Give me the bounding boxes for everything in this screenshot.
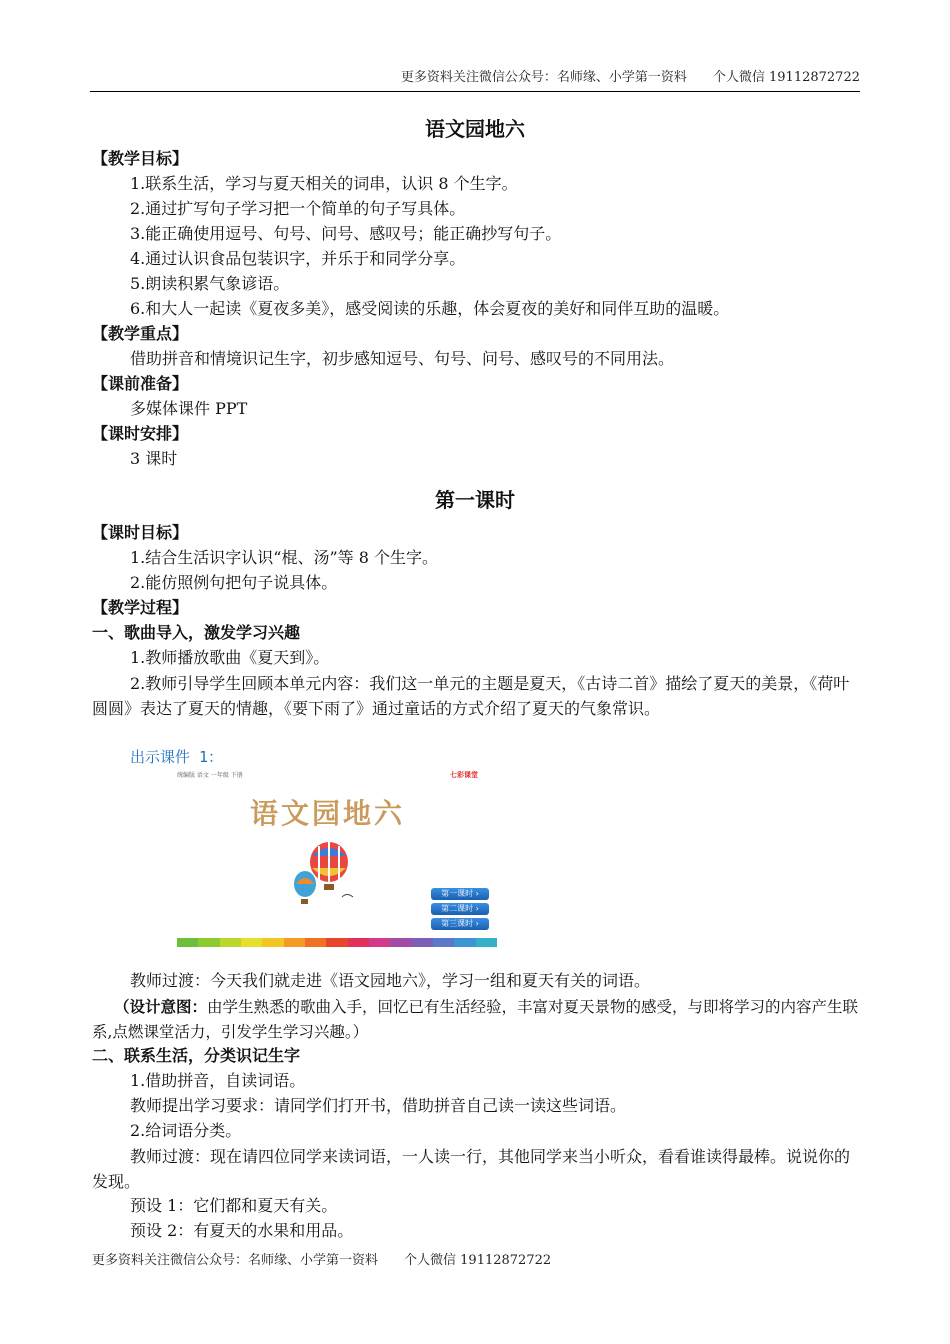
courseware-slide-image (175, 770, 500, 950)
prep-heading: 【课前准备】 (92, 374, 189, 393)
design-label: （设计意图： (114, 997, 208, 1016)
lesson-goal-heading: 【课时目标】 (92, 523, 189, 542)
goal-item: 4.通过认识食品包装识字，并乐于和同学分享。 (130, 249, 466, 268)
color-bar-segment (262, 938, 283, 947)
color-bar-segment (326, 938, 347, 947)
process-heading: 【教学过程】 (92, 598, 189, 617)
lesson-goal-item: 1.结合生活识字认识“棍、汤”等 8 个生字。 (130, 548, 438, 567)
slide-lesson3-button: 第三课时 › (431, 918, 489, 930)
lesson-goal-item: 2.能仿照例句把句子说具体。 (130, 573, 338, 592)
color-bar-segment (476, 938, 497, 947)
goal-item: 2.通过扩写句子学习把一个简单的句子写具体。 (130, 199, 466, 218)
slide-logo: 七彩课堂 (450, 771, 478, 779)
color-bar-segment (369, 938, 390, 947)
part1-heading: 一、歌曲导入，激发学习兴趣 (92, 623, 301, 642)
part2-s1: 1.借助拼音，自读词语。 (130, 1071, 306, 1090)
goal-item: 3.能正确使用逗号、句号、问号、感叹号；能正确抄写句子。 (130, 224, 562, 243)
slide-lesson1-button: 第一课时 › (431, 888, 489, 900)
goal-item: 5.朗读积累气象谚语。 (130, 274, 290, 293)
part2-heading: 二、联系生活，分类识记生字 (92, 1046, 301, 1065)
color-bar-segment (241, 938, 262, 947)
slide-edition-text: 统编版 语文 一年级 下册 (177, 772, 243, 779)
slide-color-bar (177, 938, 497, 947)
slide-title: 语文园地六 (250, 797, 406, 830)
color-bar-segment (454, 938, 475, 947)
color-bar-segment (412, 938, 433, 947)
show-slide-label: 出示课件 1： (130, 748, 224, 766)
design-intent (92, 994, 860, 1045)
part2-s6: 预设 2：有夏天的水果和用品。 (130, 1221, 354, 1240)
part2-s3: 2.给词语分类。 (130, 1121, 242, 1140)
header-wechat: 个人微信 19112872722 (712, 70, 860, 85)
page-title: 语文园地六 (425, 117, 525, 141)
header-promo: 更多资料关注微信公众号：名师缘、小学第一资料 (400, 70, 687, 85)
page-header (90, 66, 860, 92)
goal-item: 1.联系生活，学习与夏天相关的词串，认识 8 个生字。 (130, 174, 518, 193)
color-bar-segment (198, 938, 219, 947)
focus-heading: 【教学重点】 (92, 324, 189, 343)
focus-text: 借助拼音和情境识记生字，初步感知逗号、句号、问号、感叹号的不同用法。 (130, 349, 675, 368)
part1-step2: 2.教师引导学生回顾本单元内容：我们这一单元的主题是夏天，《古诗二首》描绘了夏天的美景，《荷叶圆圆》表达了夏天的情趣，《要下雨了》通过童话的方式介绍了夏天的气象常识。 (92, 674, 850, 718)
part1-transition: 教师过渡：今天我们就走进《语文园地六》，学习一组和夏天有关的词语。 (130, 971, 651, 990)
hot-air-balloon-icon (287, 842, 357, 917)
lesson1-title: 第一课时 (435, 488, 515, 512)
color-bar-segment (220, 938, 241, 947)
slide-lesson2-button: 第二课时 › (431, 903, 489, 915)
goal-item: 6.和大人一起读《夏夜多美》，感受阅读的乐趣，体会夏夜的美好和同伴互助的温暖。 (130, 299, 730, 318)
part2-s2: 教师提出学习要求：请同学们打开书，借助拼音自己读一读这些词语。 (130, 1096, 627, 1115)
schedule-heading: 【课时安排】 (92, 424, 189, 443)
color-bar-segment (433, 938, 454, 947)
part1-step1: 1.教师播放歌曲《夏天到》。 (130, 648, 330, 667)
color-bar-segment (177, 938, 198, 947)
color-bar-segment (390, 938, 411, 947)
design-text: 由学生熟悉的歌曲入手，回忆已有生活经验，丰富对夏天景物的感受，与即将学习的内容产生联系,点燃课堂活力，引发学生学习兴趣。） (92, 998, 859, 1041)
part2-s4: 教师过渡：现在请四位同学来读词语，一人读一行，其他同学来当小听众，看看谁读得最棒。说说你的发现。 (92, 1147, 851, 1191)
schedule-text: 3 课时 (130, 449, 178, 468)
prep-text: 多媒体课件 PPT (130, 399, 248, 418)
page-footer (92, 1249, 551, 1268)
part2-s5: 预设 1：它们都和夏天有关。 (130, 1196, 338, 1215)
color-bar-segment (284, 938, 305, 947)
footer-wechat: 个人微信 19112872722 (404, 1253, 552, 1268)
color-bar-segment (348, 938, 369, 947)
footer-promo: 更多资料关注微信公众号：名师缘、小学第一资料 (92, 1253, 379, 1268)
color-bar-segment (305, 938, 326, 947)
goals-heading: 【教学目标】 (92, 149, 189, 168)
